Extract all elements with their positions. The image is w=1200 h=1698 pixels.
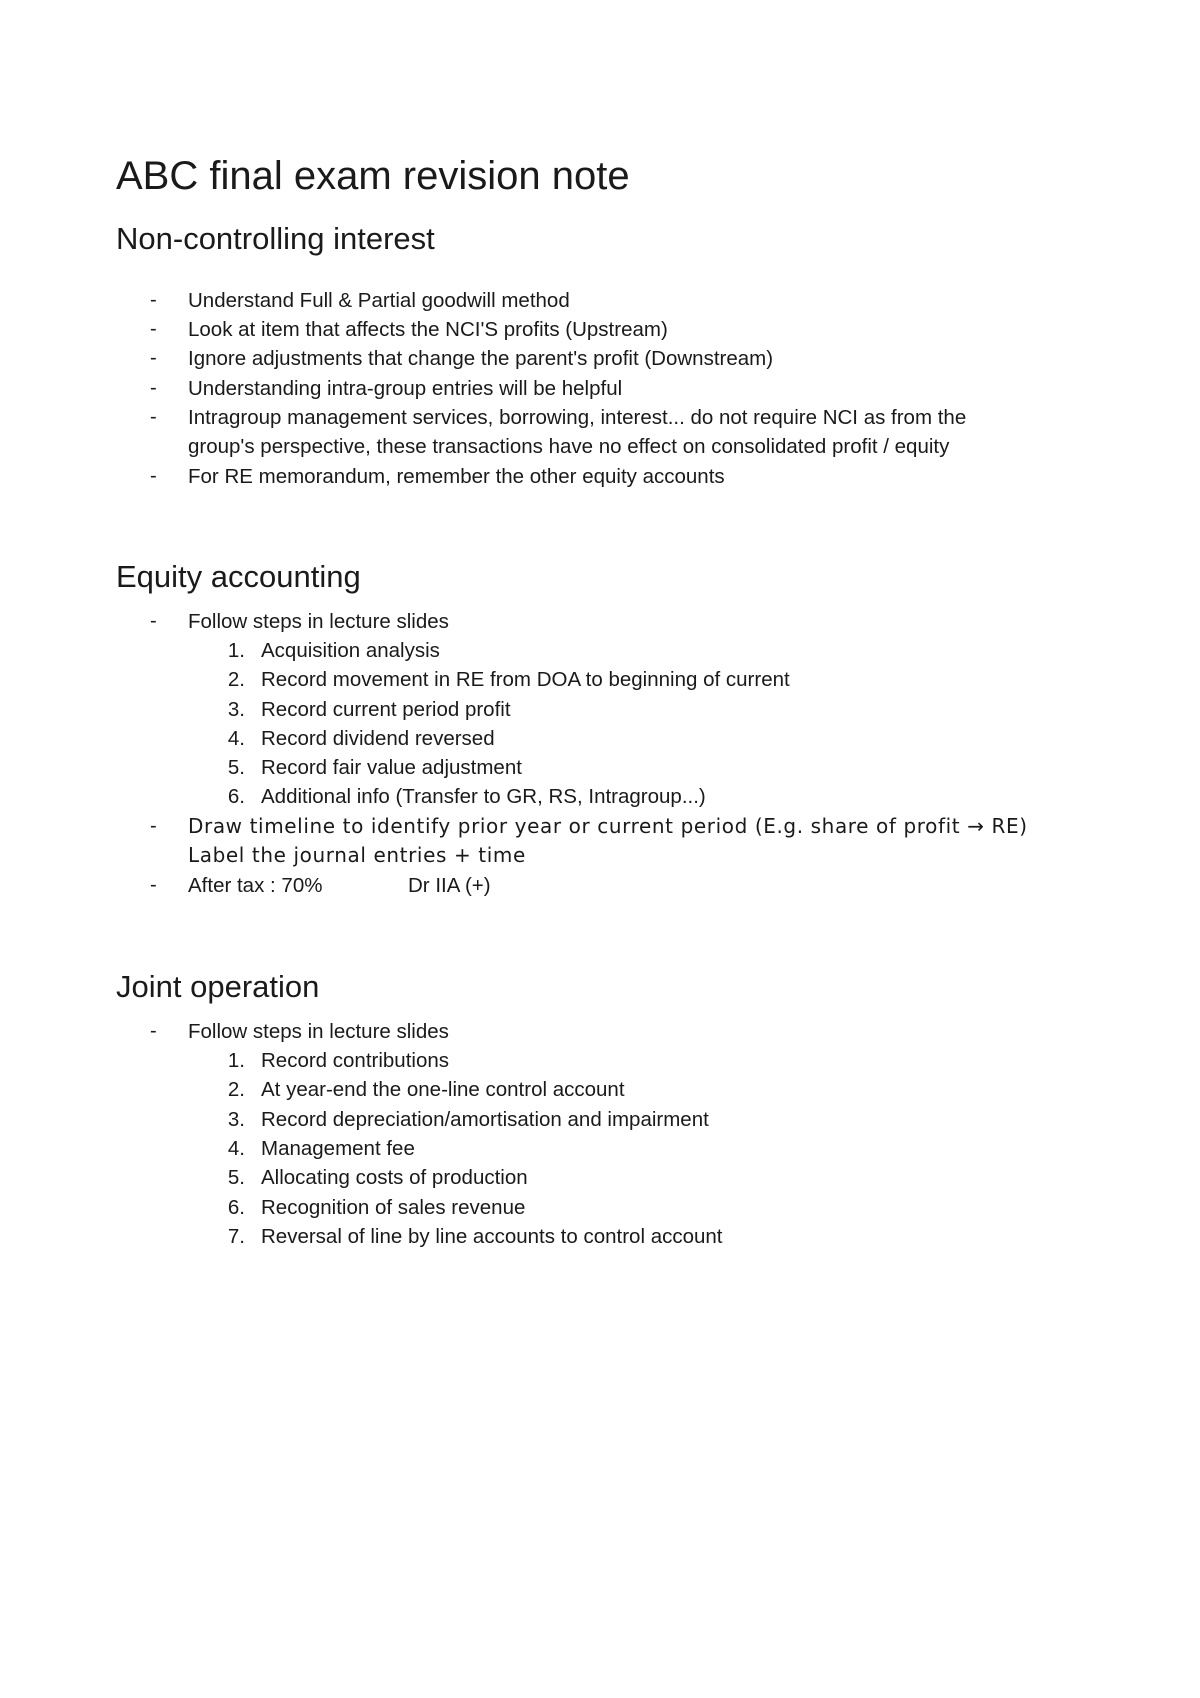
step-number: 5. bbox=[227, 756, 245, 779]
step-item: Record dividend reversed bbox=[261, 727, 495, 750]
step-item: Recognition of sales revenue bbox=[261, 1196, 526, 1219]
list-item: Draw timeline to identify prior year or current period (E.g. share of profit → RE) bbox=[188, 814, 1028, 838]
step-number: 4. bbox=[227, 1137, 245, 1160]
step-number: 5. bbox=[227, 1166, 245, 1189]
bullet-dash: - bbox=[150, 1020, 157, 1042]
step-number: 3. bbox=[227, 698, 245, 721]
step-number: 1. bbox=[227, 639, 245, 662]
list-item: For RE memorandum, remember the other equity accounts bbox=[188, 465, 725, 488]
list-item-continuation: Label the journal entries + time bbox=[188, 843, 526, 867]
bullet-dash: - bbox=[150, 815, 157, 837]
step-number: 4. bbox=[227, 727, 245, 750]
section-heading-equity-accounting: Equity accounting bbox=[116, 559, 361, 594]
step-item: Record current period profit bbox=[261, 698, 511, 721]
list-item: Intragroup management services, borrowing, interest... do not require NCI as from the bbox=[188, 406, 967, 429]
step-item: Reversal of line by line accounts to control account bbox=[261, 1225, 723, 1248]
list-item: After tax : 70% bbox=[188, 874, 323, 897]
bullet-dash: - bbox=[150, 318, 157, 340]
bullet-dash: - bbox=[150, 347, 157, 369]
step-number: 2. bbox=[227, 668, 245, 691]
list-item: Follow steps in lecture slides bbox=[188, 1020, 449, 1043]
step-item: Record contributions bbox=[261, 1049, 450, 1072]
step-item: Allocating costs of production bbox=[261, 1166, 528, 1189]
step-item: Additional info (Transfer to GR, RS, Intragroup...) bbox=[261, 785, 706, 808]
step-item: At year-end the one-line control account bbox=[261, 1078, 625, 1101]
section-heading-nci: Non-controlling interest bbox=[116, 221, 435, 256]
bullet-dash: - bbox=[150, 289, 157, 311]
list-item: Understand Full & Partial goodwill method bbox=[188, 289, 570, 312]
journal-entry: Dr IIA (+) bbox=[408, 874, 491, 897]
step-item: Management fee bbox=[261, 1137, 415, 1160]
step-number: 7. bbox=[227, 1225, 245, 1248]
bullet-dash: - bbox=[150, 406, 157, 428]
step-item: Record fair value adjustment bbox=[261, 756, 522, 779]
bullet-dash: - bbox=[150, 874, 157, 896]
list-item: Understanding intra-group entries will be helpful bbox=[188, 377, 623, 400]
step-item: Acquisition analysis bbox=[261, 639, 440, 662]
list-item: Ignore adjustments that change the parent's profit (Downstream) bbox=[188, 347, 774, 370]
step-item: Record movement in RE from DOA to beginning of current bbox=[261, 668, 790, 691]
step-item: Record depreciation/amortisation and impairment bbox=[261, 1108, 709, 1131]
list-item: Look at item that affects the NCI'S profits (Upstream) bbox=[188, 318, 668, 341]
step-number: 2. bbox=[227, 1078, 245, 1101]
bullet-dash: - bbox=[150, 465, 157, 487]
list-item-continuation: group's perspective, these transactions have no effect on consolidated profit / equity bbox=[188, 435, 950, 458]
page-title: ABC final exam revision note bbox=[116, 154, 630, 198]
step-number: 1. bbox=[227, 1049, 245, 1072]
step-number: 3. bbox=[227, 1108, 245, 1131]
list-item: Follow steps in lecture slides bbox=[188, 610, 449, 633]
section-heading-joint-operation: Joint operation bbox=[116, 969, 320, 1004]
bullet-dash: - bbox=[150, 610, 157, 632]
bullet-dash: - bbox=[150, 377, 157, 399]
step-number: 6. bbox=[227, 785, 245, 808]
step-number: 6. bbox=[227, 1196, 245, 1219]
